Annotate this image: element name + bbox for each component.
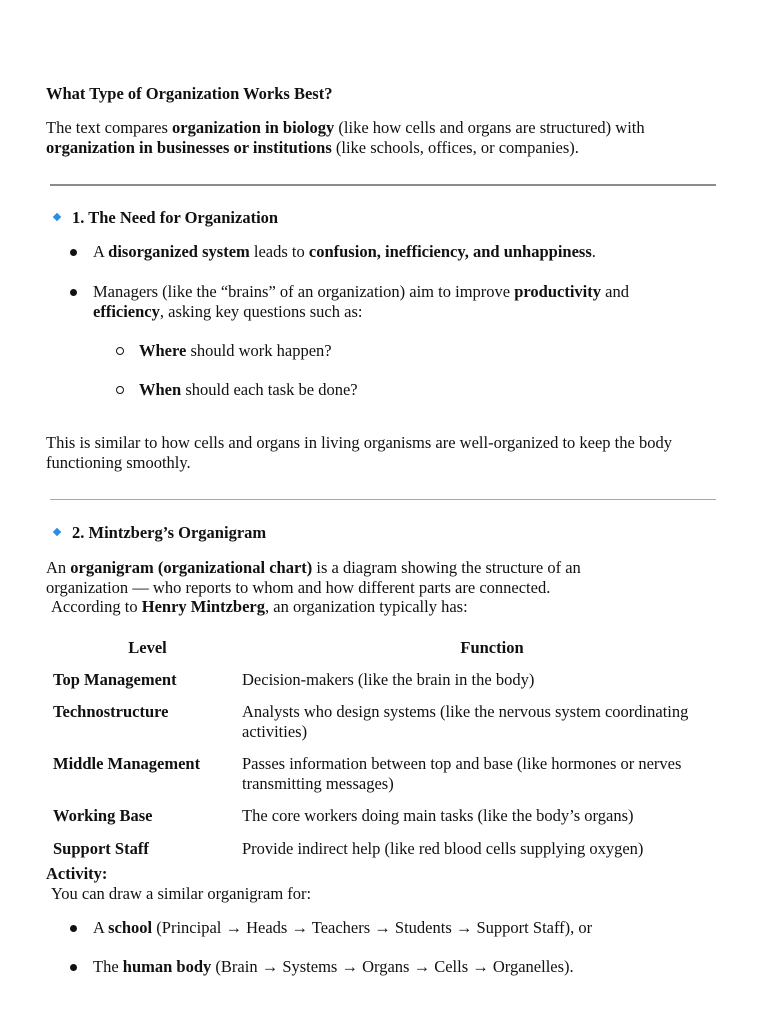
column-header-function: Function — [460, 638, 524, 657]
sub-list-item — [116, 380, 716, 400]
cell-level: Technostructure — [53, 702, 169, 721]
list-item — [70, 957, 710, 977]
section-heading-text: 2. Mintzberg’s Organigram — [72, 523, 267, 542]
paragraph-bold: organigram (organizational chart) — [70, 558, 313, 577]
cell-level: Support Staff — [53, 839, 149, 858]
intro-bold: organization in businesses or institutions — [46, 138, 332, 157]
bullet-dot-icon — [70, 964, 77, 971]
mintzberg-paragraph — [51, 597, 731, 617]
table-row — [46, 839, 742, 861]
table-row — [46, 670, 742, 702]
list-item-text: The — [93, 957, 123, 976]
paragraph-text: , an organization typically has: — [265, 597, 468, 616]
list-item-text: , asking key questions such as: — [159, 302, 363, 321]
section-heading-text: 1. The Need for Organization — [72, 208, 279, 227]
bullet-dot-icon — [70, 925, 77, 932]
cell-function: Analysts who design systems (like the nervous system coordinating activities) — [242, 702, 689, 741]
organigram-table — [46, 638, 742, 861]
sub-list-item-bold: When — [139, 380, 182, 399]
list-item-text: and — [601, 282, 629, 301]
divider — [50, 184, 716, 186]
column-header-level: Level — [128, 638, 167, 657]
sub-list-item-text: should work happen? — [186, 341, 332, 360]
list-item-bold: human body — [122, 957, 212, 976]
list-item-text: (Principal → Heads → Teachers → Students → Support Staff), or — [152, 918, 593, 937]
table-row — [46, 806, 742, 839]
list-item-text: A — [93, 242, 109, 261]
organigram-paragraph — [46, 558, 646, 598]
paragraph-text: is a diagram showing the structure of an organization — who reports to whom and how different parts are connected. — [46, 558, 581, 597]
table-header-row — [46, 638, 742, 670]
list-item-bold: disorganized system — [108, 242, 250, 261]
divider — [50, 499, 716, 500]
diamond-bullet-icon — [53, 213, 61, 221]
list-item-text: . — [591, 242, 596, 261]
list-item-bold: school — [108, 918, 153, 937]
bullet-dot-icon — [70, 249, 77, 256]
list-item-text: A — [93, 918, 109, 937]
intro-paragraph — [46, 118, 726, 158]
table-row — [46, 754, 742, 806]
intro-bold: organization in biology — [172, 118, 335, 137]
sub-list-item — [116, 341, 716, 361]
paragraph-text: An — [46, 558, 71, 577]
cell-function: Decision-makers (like the brain in the body) — [242, 670, 535, 689]
list-item-bold: confusion, inefficiency, and unhappiness — [308, 242, 592, 261]
list-item-text: (Brain → Systems → Organs → Cells → Organelles). — [211, 957, 574, 976]
page-title: What Type of Organization Works Best? — [46, 84, 333, 103]
list-item-text: leads to — [249, 242, 309, 261]
list-item-bold: productivity — [514, 282, 602, 301]
list-item-text: Managers (like the “brains” of an organization) aim to improve — [93, 282, 515, 301]
cell-function: Provide indirect help (like red blood cells supplying oxygen) — [242, 839, 644, 858]
cell-level: Top Management — [53, 670, 177, 689]
section-heading — [54, 208, 278, 228]
circle-bullet-icon — [116, 347, 124, 355]
list-item — [70, 918, 710, 938]
cell-level: Middle Management — [53, 754, 201, 773]
cell-function: Passes information between top and base (like hormones or nerves transmitting messages) — [242, 754, 682, 793]
activity-text: You can draw a similar organigram for: — [51, 884, 312, 903]
circle-bullet-icon — [116, 386, 124, 394]
cell-function: The core workers doing main tasks (like the body’s organs) — [242, 806, 634, 825]
cell-level: Working Base — [53, 806, 153, 825]
intro-text: The text compares — [46, 118, 172, 137]
section-heading — [54, 523, 266, 543]
sub-list-item-bold: Where — [139, 341, 187, 360]
table-row — [46, 702, 742, 754]
list-item — [70, 242, 710, 262]
activity-label: Activity: — [46, 864, 108, 883]
intro-text: (like schools, offices, or companies). — [331, 138, 579, 157]
bullet-dot-icon — [70, 289, 77, 296]
list-item-bold: efficiency — [93, 302, 160, 321]
list-item — [70, 282, 710, 322]
paragraph-bold: Henry Mintzberg — [141, 597, 265, 616]
intro-text: (like how cells and organs are structured) with — [334, 118, 645, 137]
closing-paragraph: This is similar to how cells and organs in living organisms are well-organized to keep the body functioning smoothly. — [46, 433, 672, 472]
diamond-bullet-icon — [53, 528, 61, 536]
paragraph-text: According to — [51, 597, 142, 616]
sub-list-item-text: should each task be done? — [181, 380, 358, 399]
